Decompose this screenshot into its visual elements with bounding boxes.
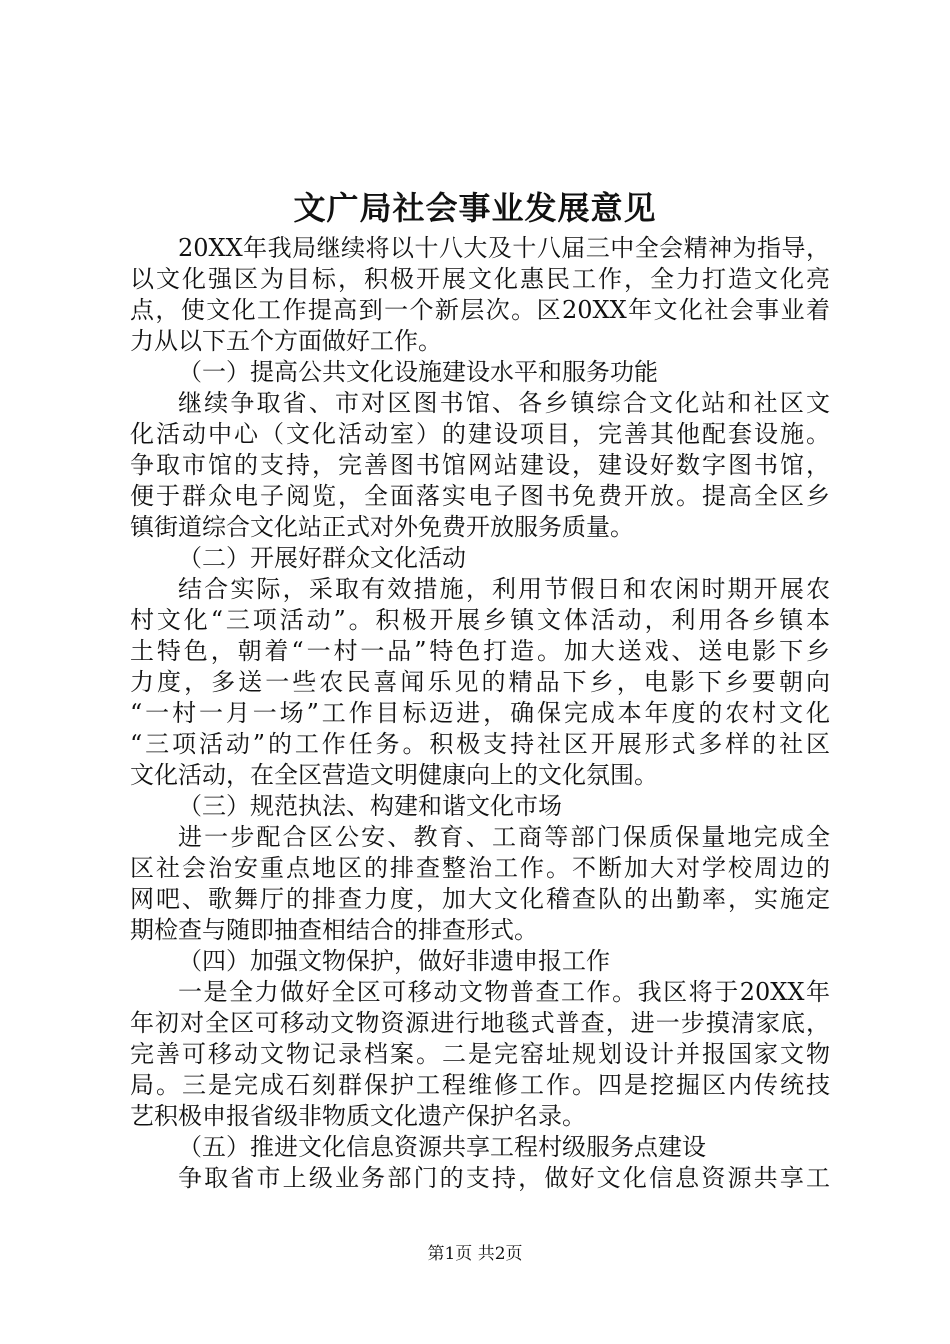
text-line: 力从以下五个方面做好工作。 (130, 327, 442, 355)
text-line: 局。三是完成石刻群保护工程维修工作。四是挖掘区内传统技 (130, 1071, 830, 1099)
text-line: 20XX年我局继续将以十八大及十八届三中全会精神为指导， (178, 234, 830, 262)
text-line: 区社会治安重点地区的排查整治工作。不断加大对学校周边的 (130, 854, 830, 882)
section-heading: （五）推进文化信息资源共享工程村级服务点建设 (178, 1133, 706, 1161)
section-heading: （四）加强文物保护，做好非遗申报工作 (178, 947, 610, 975)
text-line: 便于群众电子阅览，全面落实电子图书免费开放。提高全区乡 (130, 482, 830, 510)
text-line: 完善可移动文物记录档案。二是完窑址规划设计并报国家文物 (130, 1040, 830, 1068)
text-line: 网吧、歌舞厅的排查力度，加大文化稽查队的出勤率，实施定 (130, 885, 830, 913)
page-footer: 第1页 共2页 (427, 1244, 523, 1264)
text-line: 艺积极申报省级非物质文化遗产保护名录。 (130, 1102, 586, 1130)
document-title: 文广局社会事业发展意见 (293, 189, 657, 227)
text-line: 村文化“三项活动”。积极开展乡镇文体活动，利用各乡镇本 (130, 606, 830, 634)
text-line: 期检查与随即抽查相结合的排查形式。 (130, 916, 538, 944)
text-line: 化活动中心（文化活动室）的建设项目，完善其他配套设施。 (130, 420, 830, 448)
text-line: 以文化强区为目标，积极开展文化惠民工作，全力打造文化亮 (130, 265, 830, 293)
text-line: 结合实际，采取有效措施，利用节假日和农闲时期开展农 (178, 575, 830, 603)
text-line: 文化活动，在全区营造文明健康向上的文化氛围。 (130, 761, 658, 789)
text-line: 土特色，朝着“一村一品”特色打造。加大送戏、送电影下乡 (130, 637, 830, 665)
text-line: 争取市馆的支持，完善图书馆网站建设，建设好数字图书馆， (130, 451, 830, 479)
text-line: 一是全力做好全区可移动文物普查工作。我区将于20XX年 (178, 978, 830, 1006)
text-line: 力度，多送一些农民喜闻乐见的精品下乡，电影下乡要朝向 (130, 668, 830, 696)
text-line: 进一步配合区公安、教育、工商等部门保质保量地完成全 (178, 823, 830, 851)
text-line: 争取省市上级业务部门的支持，做好文化信息资源共享工 (178, 1164, 830, 1192)
section-heading: （二）开展好群众文化活动 (178, 544, 466, 572)
document-body (130, 233, 830, 1194)
text-line: 继续争取省、市对区图书馆、各乡镇综合文化站和社区文 (178, 389, 830, 417)
text-line: 镇街道综合文化站正式对外免费开放服务质量。 (130, 513, 634, 541)
section-heading: （三）规范执法、构建和谐文化市场 (178, 792, 562, 820)
text-line: “一村一月一场”工作目标迈进，确保完成本年度的农村文化 (130, 699, 830, 727)
text-line: 点，使文化工作提高到一个新层次。区20XX年文化社会事业着 (130, 296, 830, 324)
section-heading: （一）提高公共文化设施建设水平和服务功能 (178, 358, 658, 386)
text-line: 年初对全区可移动文物资源进行地毯式普查，进一步摸清家底， (130, 1009, 830, 1037)
text-line: “三项活动”的工作任务。积极支持社区开展形式多样的社区 (130, 730, 830, 758)
